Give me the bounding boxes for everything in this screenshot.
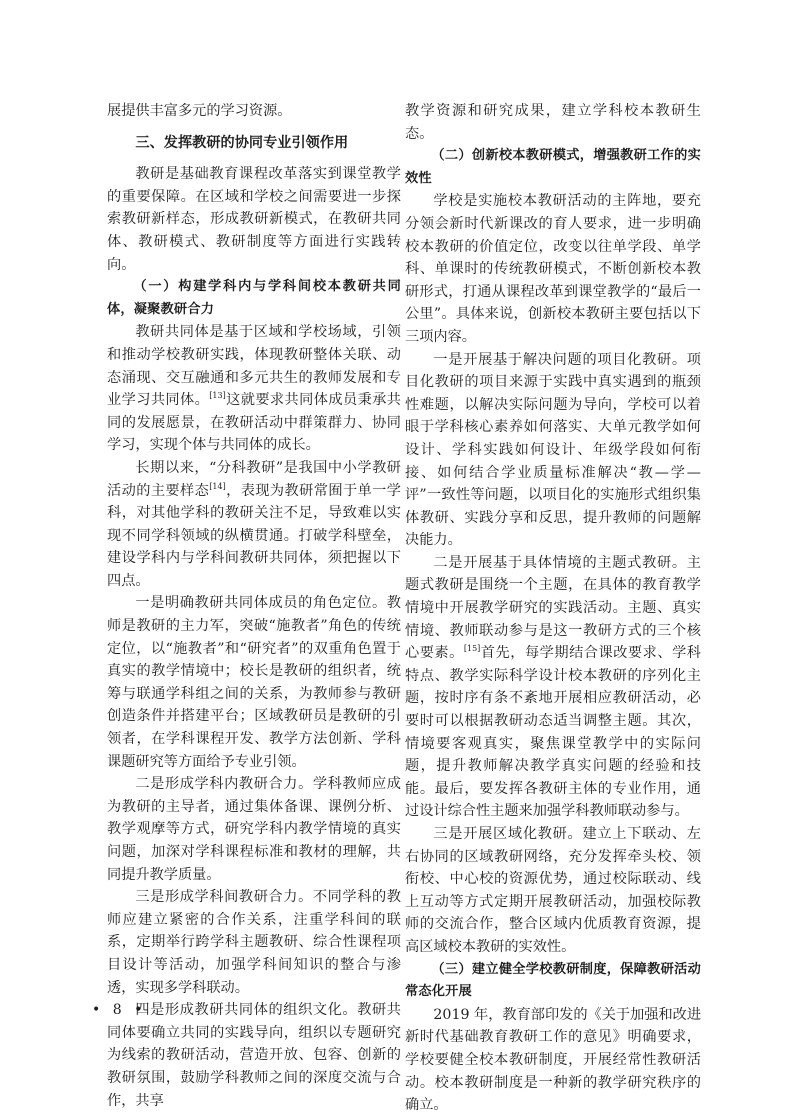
paragraph: 教研是基础教育课程改革落实到课堂教学的重要保障。在区域和学校之间需要进一步探索教研新样态，形成教研新模式，在教研共同体、教研模式、教研制度等方面进行实践转向。: [107, 166, 401, 273]
paragraph: 四是形成教研共同体的组织文化。教研共同体要确立共同的实践导向，组织以专题研究为线索的教研活动，营造开放、包容、创新的教研氛围，鼓励学科教师之间的深度交流与合作，共享: [107, 1002, 401, 1109]
subsection-heading: （二）创新校本教研模式，增强教研工作的实效性: [405, 148, 701, 186]
paragraph-text: ，表现为教研常囿于单一学科，对其他学科的教研关注不足，导致难以实现不同学科领域的纵横贯通。打破学科壁垒，建设学科内与学科间教研共同体，须把握以下四点。: [107, 482, 401, 589]
paragraph: 三是开展区域化教研。建立上下联动、左右协同的区域教研网络，充分发挥牵头校、领衔校、中心校的资源优势，通过校际联动、线上互动等方式定期开展教研活动，加强校际教师的交流合作，整合区域内优质教育资源，提高区域校本教研的实效性。: [405, 826, 701, 955]
page-number: • 8 •: [92, 1002, 147, 1018]
paragraph: 二是形成学科内教研合力。学科教师应成为教研的主导者，通过集体备课、课例分析、教学观摩等方式，研究学科内教学情境的真实问题，加深对学科课程标准和教材的理解，共同提升教学质量。: [107, 776, 401, 883]
paragraph: 学校是实施校本教研活动的主阵地，要充分领会新时代新课改的育人要求，进一步明确校本教研的价值定位，改变以往单学段、单学科、单课时的传统教研模式，不断创新校本教研形式，打通从课程改革到课堂教学的“最后一公里”。具体来说，创新校本教研主要包括以下三项内容。: [405, 193, 701, 345]
paragraph-text: 这就要求共同体成员秉承共同的发展愿景，在教研活动中群策群力、协同学习，实现个体与共同体的成长。: [107, 392, 401, 454]
paragraph: [405, 552, 701, 823]
paragraph-text: 教研共同体是基于区域和学校场域，引领和推动学校教研实践，体现教研整体关联、动态涌现、交互融通和多元共生的教师发展和专业学习共同体。: [107, 324, 401, 409]
citation-ref: [14]: [209, 481, 226, 491]
section-heading: 三、发挥教研的协同专业引领作用: [135, 134, 349, 151]
right-column: [405, 100, 701, 1117]
paragraph: 一是开展基于解决问题的项目化教研。项目化教研的项目来源于实践中真实遇到的瓶颈性难题，以解决实际问题为导向，学校可以着眼于学科核心素养如何落实、大单元教学如何设计、学科实践如何设计、年级学段如何衔接、如何结合学业质量标准解决“教—学—评”一致性等问题，以项目化的实施形式组织集体教研、实践分享和反思，提升教师的问题解决能力。: [405, 351, 701, 549]
paragraph: 2019 年，教育部印发的《关于加强和改进新时代基础教育教研工作的意见》明确要求，学校要健全校本教研制度，开展经常性教研活动。校本教研制度是一种新的教学研究秩序的确立。: [405, 1006, 702, 1114]
paragraph-text: 长期以来，“分科教研”是我国中小学教研活动的主要样态: [107, 459, 401, 499]
paragraph: 三是形成学科间教研合力。不同学科的教师应建立紧密的合作关系，注重学科间的联系，定期举行跨学科主题教研、综合性课程项目设计等活动，加强学科间知识的整合与渗透，实现多学科联动。: [107, 889, 401, 996]
paragraph: 展提供丰富多元的学习资源。: [107, 103, 292, 119]
paragraph: 教学资源和研究成果，建立学科校本教研生态。: [405, 103, 701, 142]
left-column: [107, 100, 401, 1112]
paragraph-text: 首先，每学期结合课改要求、学科特点、教学实际科学设计校本教研的序列化主题，按时序有条不紊地开展相应教研活动，必要时可以根据教研动态适当调整主题。其次，情境要客观真实，聚焦课堂教学中的实际问题，提升教师解决教学真实问题的经验和技能。最后，要发挥各教研主体的专业作用，通过设计综合性主题来加强学科教师联动参与。: [405, 645, 701, 820]
subsection-heading: （一）构建学科内与学科间校本教研共同体，凝聚教研合力: [107, 279, 401, 317]
citation-ref: [13]: [209, 391, 226, 401]
citation-ref: [15]: [463, 644, 481, 654]
paragraph-text: 二是开展基于具体情境的主题式教研。主题式教研是围绕一个主题，在具体的教育教学情境中开展教学研究的实践活动。主题、真实情境、教师联动参与是这一教研方式的三个核心要素。: [405, 554, 701, 662]
paragraph: [107, 457, 401, 593]
paragraph: 一是明确教研共同体成员的角色定位。教师是教研的主力军，突破“施教者”角色的传统定位，以“施教者”和“研究者”的双重角色置于真实的教学情境中；校长是教研的组织者，统筹与联通学科组之间的关系，为教师参与教研创造条件并搭建平台；区域教研员是教研的引领者，在学科课程开发、教学方法创新、学科课题研究等方面给予专业引领。: [107, 595, 401, 770]
paragraph: [107, 321, 401, 457]
subsection-heading: （三）建立健全学校教研制度，保障教研活动常态化开展: [405, 961, 701, 1000]
